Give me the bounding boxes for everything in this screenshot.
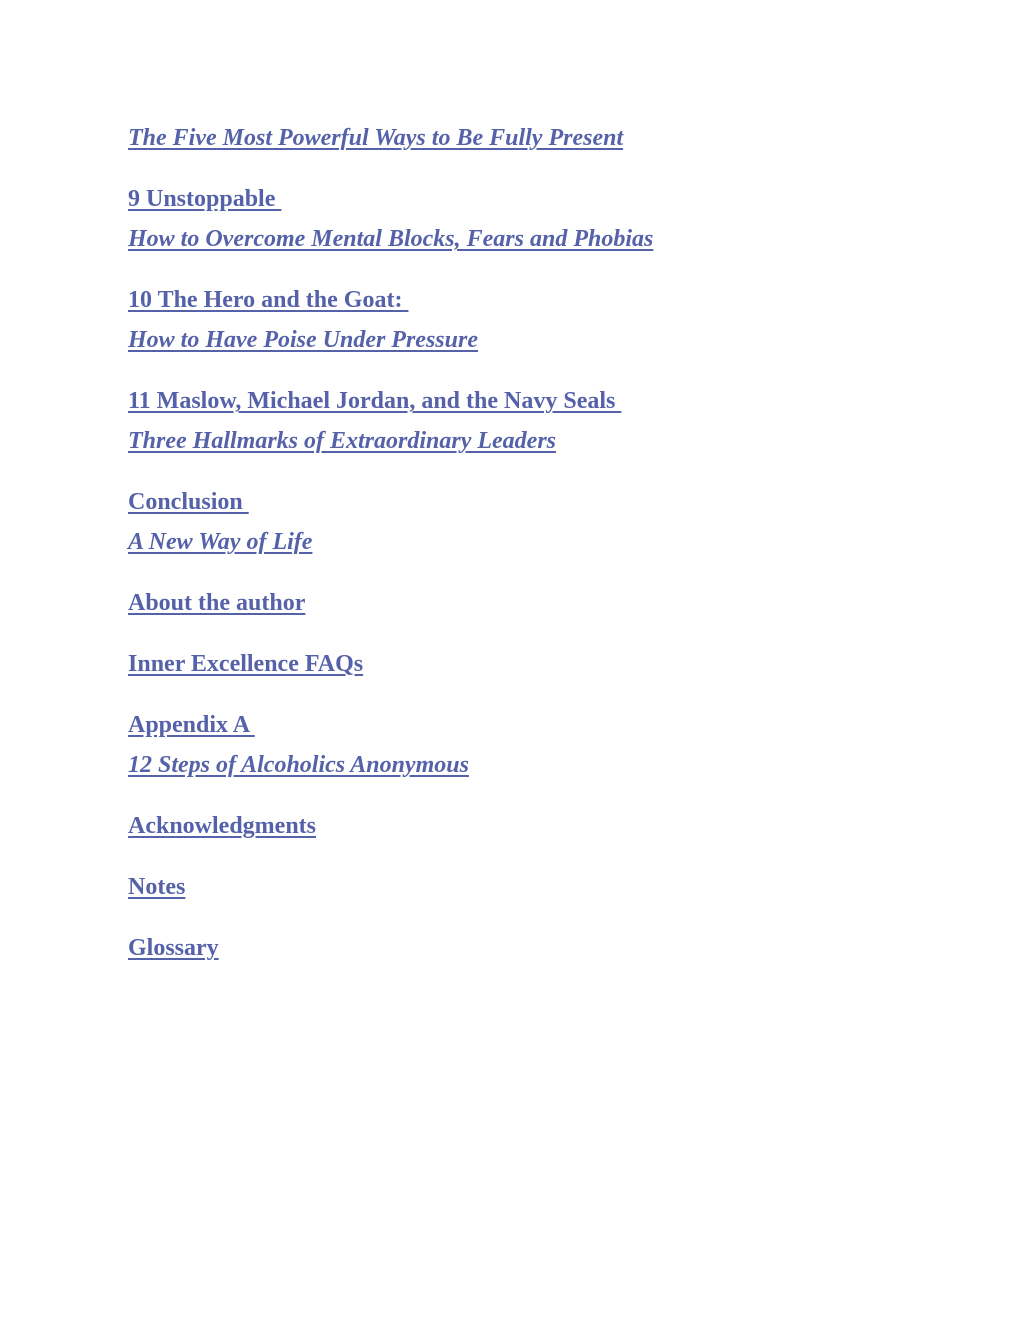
toc-link-five-ways-present[interactable]: The Five Most Powerful Ways to Be Fully Present <box>128 125 624 151</box>
toc-link-chapter-9-subtitle[interactable]: How to Overcome Mental Blocks, Fears and Phobias <box>128 226 654 252</box>
toc-link-appendix-a-subtitle[interactable]: 12 Steps of Alcoholics Anonymous <box>128 752 469 778</box>
toc-link-glossary[interactable]: Glossary <box>128 935 219 961</box>
toc-link-about-author[interactable]: About the author <box>128 590 306 616</box>
toc-entry-chapter-10 <box>128 280 928 360</box>
toc-link-conclusion-subtitle[interactable]: A New Way of Life <box>128 529 313 555</box>
toc-entry-acknowledgments <box>128 806 928 846</box>
toc-link-notes[interactable]: Notes <box>128 874 186 900</box>
toc-link-chapter-10-subtitle[interactable]: How to Have Poise Under Pressure <box>128 327 478 353</box>
toc-link-acknowledgments[interactable]: Acknowledgments <box>128 813 317 839</box>
toc-entry-notes <box>128 867 928 907</box>
toc-entry-appendix-a <box>128 705 928 785</box>
toc-link-chapter-11-subtitle[interactable]: Three Hallmarks of Extraordinary Leaders <box>128 428 557 454</box>
toc-link-chapter-9-title[interactable]: 9 Unstoppable <box>128 186 282 212</box>
toc-entry-chapter-9 <box>128 179 928 259</box>
toc-entry-about-author <box>128 583 928 623</box>
toc-link-faqs[interactable]: Inner Excellence FAQs <box>128 651 364 677</box>
toc-link-chapter-10-title[interactable]: 10 The Hero and the Goat: <box>128 287 409 313</box>
toc-entry-present <box>128 118 928 158</box>
toc-link-appendix-a-title[interactable]: Appendix A <box>128 712 255 738</box>
toc-entry-glossary <box>128 928 928 968</box>
toc-link-conclusion-title[interactable]: Conclusion <box>128 489 249 515</box>
table-of-contents <box>128 118 928 989</box>
toc-entry-conclusion <box>128 482 928 562</box>
toc-link-chapter-11-title[interactable]: 11 Maslow, Michael Jordan, and the Navy Seals <box>128 388 622 414</box>
toc-entry-faqs <box>128 644 928 684</box>
toc-entry-chapter-11 <box>128 381 928 461</box>
